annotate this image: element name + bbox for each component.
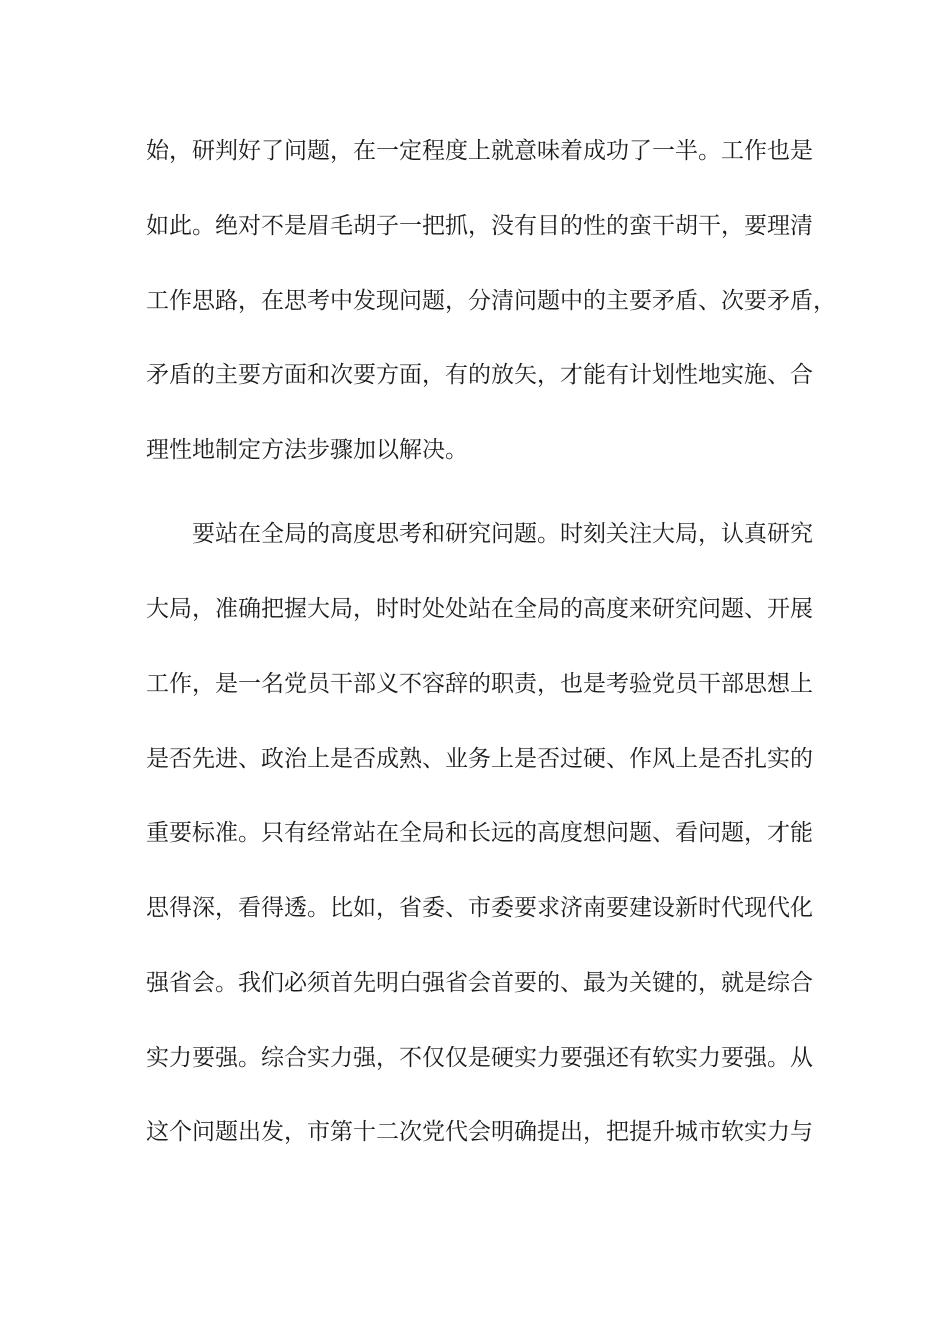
text-line: 强省会。我们必须首先明白强省会首要的、最为关键的，就是综合 bbox=[146, 970, 813, 996]
text-line: 是否先进、政治上是否成熟、业务上是否过硬、作风上是否扎实的 bbox=[146, 746, 813, 772]
text-line: 思得深，看得透。比如，省委、市委要求济南要建设新时代现代化 bbox=[146, 895, 813, 921]
text-line: 这个问题出发，市第十二次党代会明确提出，把提升城市软实力与 bbox=[146, 1119, 813, 1145]
text-line: 始，研判好了问题，在一定程度上就意味着成功了一半。工作也是 bbox=[146, 138, 813, 164]
text-line: 要站在全局的高度思考和研究问题。时刻关注大局，认真研究 bbox=[192, 521, 813, 547]
text-line: 实力要强。综合实力强，不仅仅是硬实力要强还有软实力要强。从 bbox=[146, 1045, 813, 1071]
text-line: 矛盾的主要方面和次要方面，有的放矢，才能有计划性地实施、合 bbox=[146, 362, 813, 388]
text-line: 工作思路，在思考中发现问题，分清问题中的主要矛盾、次要矛盾， bbox=[146, 288, 836, 314]
text-line: 理性地制定方法步骤加以解决。 bbox=[146, 437, 468, 463]
text-line: 工作，是一名党员干部义不容辞的职责，也是考验党员干部思想上 bbox=[146, 671, 813, 697]
text-line: 大局，准确把握大局，时时处处站在全局的高度来研究问题、开展 bbox=[146, 596, 813, 622]
text-line: 重要标准。只有经常站在全局和长远的高度想问题、看问题，才能 bbox=[146, 820, 813, 846]
text-line: 如此。绝对不是眉毛胡子一把抓，没有目的性的蛮干胡干，要理清 bbox=[146, 213, 813, 239]
